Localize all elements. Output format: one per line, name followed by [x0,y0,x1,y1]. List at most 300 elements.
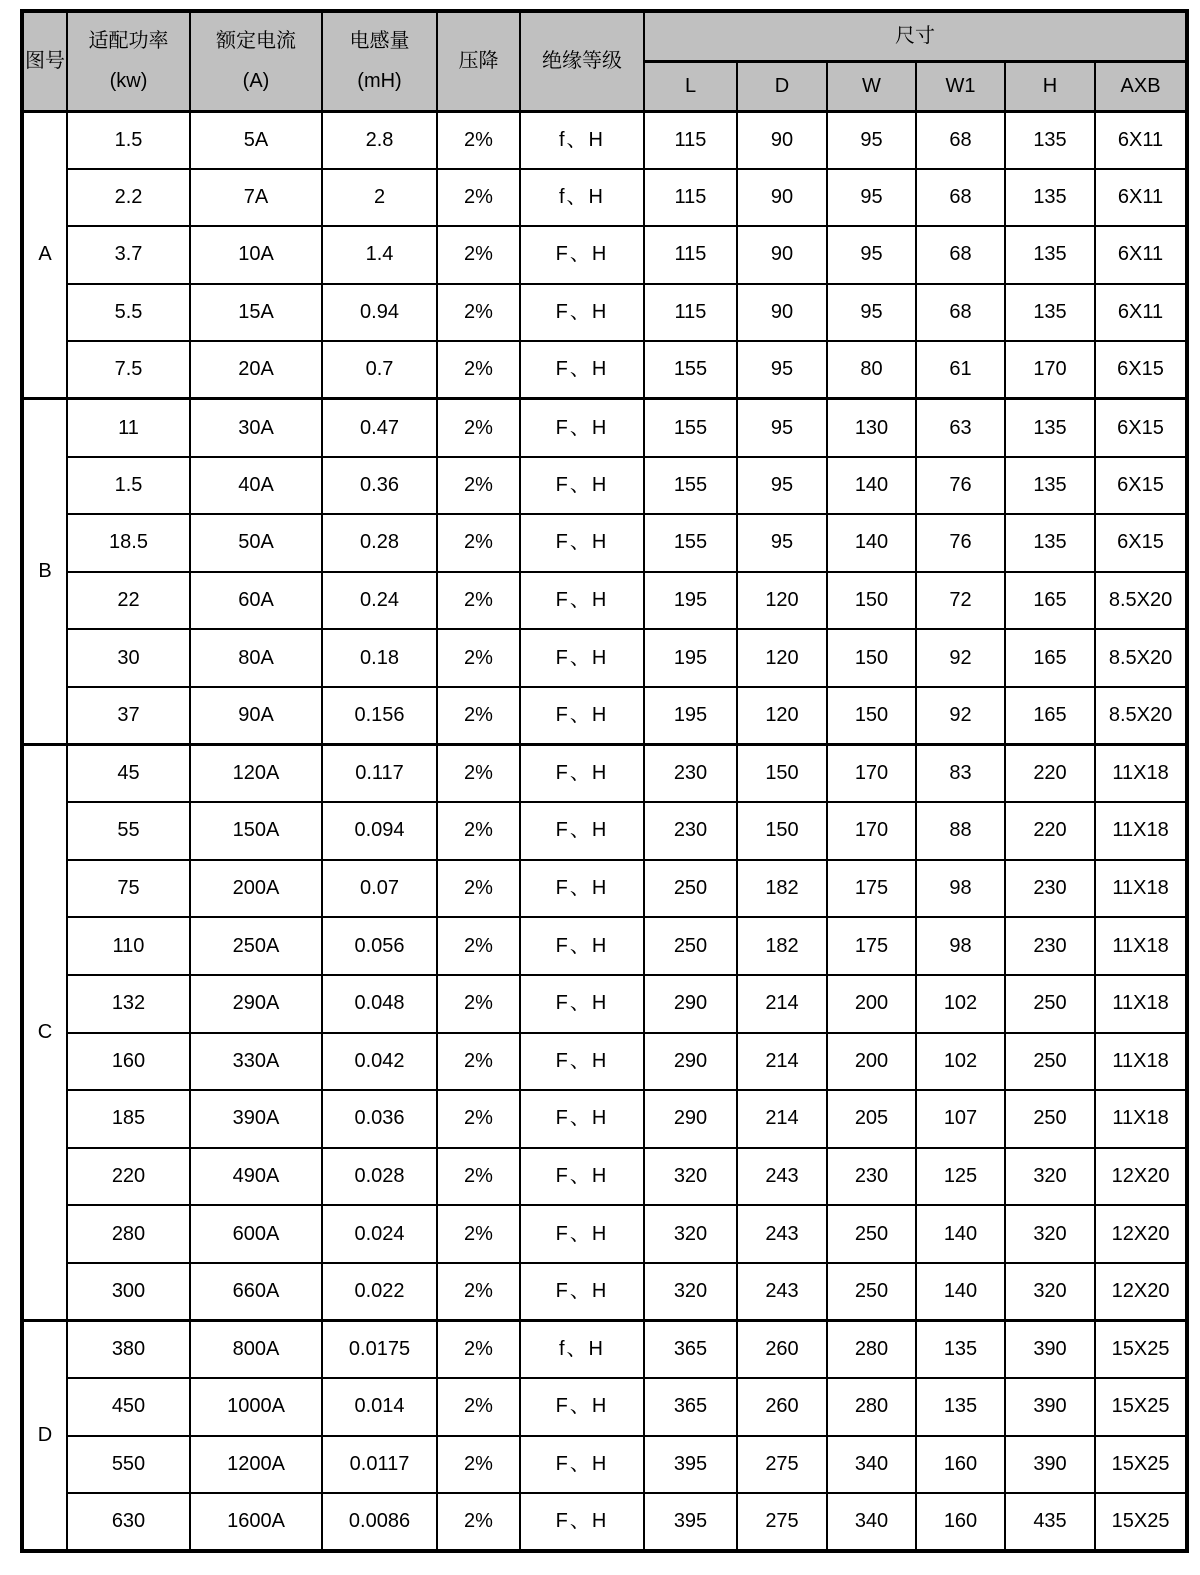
cell-dim-d: 214 [737,1090,827,1148]
cell-dim-w1: 68 [916,169,1005,227]
cell-power: 5.5 [67,284,190,342]
cell-power: 55 [67,802,190,860]
table-row [22,975,1187,1033]
cell-dim-h: 230 [1005,860,1095,918]
cell-current: 200A [190,860,322,918]
cell-inductance: 0.094 [322,802,437,860]
cell-power: 160 [67,1033,190,1091]
cell-drop: 2% [437,802,520,860]
cell-dim-w: 280 [827,1378,916,1436]
cell-drop: 2% [437,1090,520,1148]
cell-dim-l: 395 [644,1436,737,1494]
cell-dim-w1: 76 [916,457,1005,515]
cell-dim-l: 250 [644,860,737,918]
cell-dim-d: 90 [737,111,827,169]
cell-insulation: F、H [520,1436,644,1494]
cell-current: 5A [190,111,322,169]
cell-drop: 2% [437,975,520,1033]
header-adapted-power [67,11,190,111]
cell-dim-h: 170 [1005,341,1095,399]
cell-dim-h: 135 [1005,111,1095,169]
cell-insulation: F、H [520,226,644,284]
table-row [22,1378,1187,1436]
table-row [22,802,1187,860]
cell-drop: 2% [437,111,520,169]
table-row [22,341,1187,399]
cell-current: 390A [190,1090,322,1148]
cell-current: 250A [190,917,322,975]
cell-dim-w: 130 [827,399,916,457]
table-row [22,514,1187,572]
cell-insulation: F、H [520,1033,644,1091]
cell-dim-w: 175 [827,860,916,918]
cell-dim-w1: 92 [916,629,1005,687]
cell-power: 185 [67,1090,190,1148]
cell-dim-h: 135 [1005,399,1095,457]
table-row [22,399,1187,457]
cell-drop: 2% [437,284,520,342]
cell-insulation: F、H [520,1493,644,1551]
cell-dim-w1: 72 [916,572,1005,630]
cell-current: 660A [190,1263,322,1321]
cell-dim-w1: 140 [916,1205,1005,1263]
cell-dim-axb: 15X25 [1095,1493,1187,1551]
figure-group-label: A [22,111,67,399]
cell-drop: 2% [437,399,520,457]
table-row [22,745,1187,803]
table-row [22,917,1187,975]
cell-dim-d: 90 [737,226,827,284]
cell-inductance: 0.0086 [322,1493,437,1551]
header-inductance-unit: (mH) [357,70,402,93]
cell-insulation: F、H [520,1205,644,1263]
cell-drop: 2% [437,1320,520,1378]
cell-dim-axb: 11X18 [1095,1090,1187,1148]
cell-current: 1200A [190,1436,322,1494]
cell-dim-h: 135 [1005,514,1095,572]
header-dim-w: W [827,61,916,111]
cell-dim-d: 90 [737,284,827,342]
cell-drop: 2% [437,572,520,630]
table-row [22,1033,1187,1091]
cell-drop: 2% [437,1436,520,1494]
cell-power: 220 [67,1148,190,1206]
cell-power: 380 [67,1320,190,1378]
cell-dim-l: 115 [644,169,737,227]
cell-inductance: 0.0117 [322,1436,437,1494]
cell-dim-w: 150 [827,572,916,630]
cell-insulation: F、H [520,1263,644,1321]
figure-group-label: B [22,399,67,745]
cell-dim-w: 205 [827,1090,916,1148]
cell-dim-l: 290 [644,975,737,1033]
header-rated-current [190,11,322,111]
cell-dim-w1: 61 [916,341,1005,399]
cell-dim-l: 365 [644,1320,737,1378]
cell-dim-w1: 125 [916,1148,1005,1206]
cell-dim-w1: 98 [916,860,1005,918]
spec-table-body [22,111,1187,1551]
cell-dim-axb: 11X18 [1095,745,1187,803]
cell-dim-h: 220 [1005,802,1095,860]
cell-dim-h: 390 [1005,1378,1095,1436]
cell-dim-d: 275 [737,1493,827,1551]
cell-drop: 2% [437,514,520,572]
cell-dim-h: 230 [1005,917,1095,975]
cell-insulation: F、H [520,860,644,918]
cell-dim-d: 95 [737,457,827,515]
cell-drop: 2% [437,1205,520,1263]
cell-power: 7.5 [67,341,190,399]
cell-dim-w: 175 [827,917,916,975]
cell-inductance: 0.028 [322,1148,437,1206]
cell-dim-w: 150 [827,629,916,687]
cell-inductance: 0.156 [322,687,437,745]
cell-dim-l: 195 [644,629,737,687]
cell-dim-h: 165 [1005,572,1095,630]
cell-insulation: F、H [520,1148,644,1206]
cell-drop: 2% [437,1493,520,1551]
cell-insulation: F、H [520,1090,644,1148]
cell-current: 20A [190,341,322,399]
cell-dim-axb: 11X18 [1095,860,1187,918]
cell-inductance: 0.048 [322,975,437,1033]
cell-drop: 2% [437,341,520,399]
cell-drop: 2% [437,226,520,284]
cell-dim-h: 220 [1005,745,1095,803]
cell-inductance: 0.28 [322,514,437,572]
cell-power: 630 [67,1493,190,1551]
cell-dim-l: 365 [644,1378,737,1436]
cell-dim-h: 435 [1005,1493,1095,1551]
cell-dim-axb: 6X11 [1095,284,1187,342]
cell-dim-l: 115 [644,284,737,342]
cell-current: 10A [190,226,322,284]
cell-dim-w1: 98 [916,917,1005,975]
cell-dim-axb: 11X18 [1095,1033,1187,1091]
cell-power: 1.5 [67,111,190,169]
header-adapted-power-label: 适配功率 [88,30,169,53]
cell-drop: 2% [437,917,520,975]
cell-current: 1600A [190,1493,322,1551]
cell-inductance: 0.056 [322,917,437,975]
figure-group-label: D [22,1320,67,1550]
cell-dim-w: 280 [827,1320,916,1378]
cell-inductance: 0.36 [322,457,437,515]
cell-current: 1000A [190,1378,322,1436]
cell-dim-w: 95 [827,169,916,227]
cell-dim-d: 260 [737,1378,827,1436]
cell-dim-w1: 88 [916,802,1005,860]
cell-dim-l: 115 [644,111,737,169]
cell-dim-d: 150 [737,745,827,803]
cell-dim-h: 390 [1005,1320,1095,1378]
table-row [22,1263,1187,1321]
cell-dim-w: 200 [827,1033,916,1091]
cell-dim-l: 320 [644,1263,737,1321]
header-inductance [322,11,437,111]
cell-drop: 2% [437,457,520,515]
cell-current: 15A [190,284,322,342]
cell-dim-axb: 8.5X20 [1095,687,1187,745]
cell-inductance: 2 [322,169,437,227]
cell-insulation: F、H [520,802,644,860]
header-figure-number: 图号 [22,11,67,111]
cell-insulation: F、H [520,399,644,457]
cell-dim-w: 340 [827,1493,916,1551]
cell-dim-axb: 6X15 [1095,341,1187,399]
cell-inductance: 2.8 [322,111,437,169]
cell-dim-d: 275 [737,1436,827,1494]
cell-inductance: 0.042 [322,1033,437,1091]
cell-dim-d: 95 [737,341,827,399]
cell-dim-w: 140 [827,457,916,515]
cell-dim-w1: 68 [916,284,1005,342]
cell-dim-w: 95 [827,284,916,342]
cell-dim-l: 155 [644,399,737,457]
cell-insulation: f、H [520,111,644,169]
cell-current: 40A [190,457,322,515]
cell-power: 450 [67,1378,190,1436]
table-row [22,226,1187,284]
cell-current: 120A [190,745,322,803]
cell-drop: 2% [437,1033,520,1091]
table-row [22,169,1187,227]
cell-dim-axb: 15X25 [1095,1320,1187,1378]
cell-dim-axb: 12X20 [1095,1263,1187,1321]
cell-dim-l: 115 [644,226,737,284]
header-rated-current-unit: (A) [242,70,270,93]
cell-insulation: f、H [520,1320,644,1378]
cell-dim-d: 243 [737,1263,827,1321]
table-row [22,860,1187,918]
cell-dim-l: 395 [644,1493,737,1551]
figure-group-label: C [22,745,67,1321]
cell-inductance: 0.117 [322,745,437,803]
cell-power: 300 [67,1263,190,1321]
cell-dim-axb: 6X11 [1095,111,1187,169]
cell-dim-axb: 11X18 [1095,802,1187,860]
cell-dim-d: 90 [737,169,827,227]
cell-dim-h: 320 [1005,1205,1095,1263]
cell-inductance: 0.036 [322,1090,437,1148]
cell-drop: 2% [437,169,520,227]
cell-insulation: F、H [520,457,644,515]
cell-dim-l: 230 [644,802,737,860]
cell-dim-d: 182 [737,917,827,975]
cell-dim-w: 230 [827,1148,916,1206]
cell-dim-h: 165 [1005,629,1095,687]
cell-inductance: 0.024 [322,1205,437,1263]
cell-dim-axb: 6X15 [1095,514,1187,572]
cell-dim-l: 155 [644,514,737,572]
cell-dim-w1: 102 [916,1033,1005,1091]
header-dim-h: H [1005,61,1095,111]
cell-drop: 2% [437,1148,520,1206]
cell-dim-w1: 68 [916,111,1005,169]
cell-dim-axb: 8.5X20 [1095,572,1187,630]
cell-dim-l: 250 [644,917,737,975]
cell-insulation: F、H [520,629,644,687]
table-row [22,629,1187,687]
cell-dim-l: 320 [644,1148,737,1206]
cell-power: 110 [67,917,190,975]
cell-dim-axb: 11X18 [1095,975,1187,1033]
cell-dim-d: 120 [737,629,827,687]
cell-dim-w: 170 [827,745,916,803]
spec-table-container [20,9,1189,1553]
cell-insulation: F、H [520,572,644,630]
cell-inductance: 0.47 [322,399,437,457]
table-row [22,1090,1187,1148]
cell-insulation: f、H [520,169,644,227]
cell-dim-axb: 12X20 [1095,1205,1187,1263]
cell-insulation: F、H [520,687,644,745]
cell-dim-d: 214 [737,1033,827,1091]
cell-dim-w1: 63 [916,399,1005,457]
cell-dim-h: 390 [1005,1436,1095,1494]
cell-power: 550 [67,1436,190,1494]
cell-dim-d: 243 [737,1148,827,1206]
cell-inductance: 0.24 [322,572,437,630]
cell-power: 37 [67,687,190,745]
cell-inductance: 0.0175 [322,1320,437,1378]
cell-current: 600A [190,1205,322,1263]
cell-current: 80A [190,629,322,687]
header-inductance-label: 电感量 [349,30,410,53]
cell-power: 45 [67,745,190,803]
cell-power: 132 [67,975,190,1033]
cell-dim-w1: 140 [916,1263,1005,1321]
cell-dim-w: 250 [827,1263,916,1321]
cell-insulation: F、H [520,514,644,572]
cell-dim-w1: 76 [916,514,1005,572]
cell-dim-axb: 6X15 [1095,399,1187,457]
header-dim-l: L [644,61,737,111]
cell-current: 7A [190,169,322,227]
cell-dim-axb: 8.5X20 [1095,629,1187,687]
cell-dim-w: 95 [827,226,916,284]
cell-dim-axb: 15X25 [1095,1436,1187,1494]
cell-dim-w: 150 [827,687,916,745]
table-row [22,1493,1187,1551]
cell-drop: 2% [437,1263,520,1321]
table-row [22,1148,1187,1206]
cell-dim-l: 290 [644,1033,737,1091]
cell-current: 50A [190,514,322,572]
cell-dim-l: 290 [644,1090,737,1148]
cell-current: 150A [190,802,322,860]
cell-inductance: 0.014 [322,1378,437,1436]
cell-dim-h: 250 [1005,975,1095,1033]
cell-dim-d: 95 [737,514,827,572]
cell-dim-axb: 11X18 [1095,917,1187,975]
cell-current: 800A [190,1320,322,1378]
cell-inductance: 0.07 [322,860,437,918]
cell-inductance: 0.18 [322,629,437,687]
cell-drop: 2% [437,860,520,918]
cell-power: 280 [67,1205,190,1263]
cell-current: 30A [190,399,322,457]
cell-dim-h: 135 [1005,226,1095,284]
cell-dim-axb: 15X25 [1095,1378,1187,1436]
cell-dim-w: 80 [827,341,916,399]
cell-dim-w1: 160 [916,1493,1005,1551]
cell-dim-h: 135 [1005,284,1095,342]
cell-dim-h: 165 [1005,687,1095,745]
header-dim-axb: AXB [1095,61,1187,111]
reactor-spec-table [20,9,1189,1553]
header-insulation-class: 绝缘等级 [520,11,644,111]
cell-inductance: 0.94 [322,284,437,342]
cell-dim-w: 95 [827,111,916,169]
cell-dim-d: 120 [737,572,827,630]
cell-dim-axb: 6X11 [1095,169,1187,227]
cell-power: 3.7 [67,226,190,284]
cell-dim-h: 135 [1005,169,1095,227]
cell-dim-w1: 160 [916,1436,1005,1494]
cell-insulation: F、H [520,745,644,803]
cell-dim-l: 230 [644,745,737,803]
cell-dim-w: 170 [827,802,916,860]
cell-dim-d: 260 [737,1320,827,1378]
header-dim-w1: W1 [916,61,1005,111]
cell-dim-h: 250 [1005,1033,1095,1091]
cell-dim-l: 195 [644,687,737,745]
cell-power: 30 [67,629,190,687]
cell-inductance: 0.022 [322,1263,437,1321]
cell-power: 22 [67,572,190,630]
cell-dim-w1: 68 [916,226,1005,284]
cell-insulation: F、H [520,284,644,342]
cell-dim-d: 120 [737,687,827,745]
cell-power: 18.5 [67,514,190,572]
cell-dim-d: 95 [737,399,827,457]
cell-dim-l: 195 [644,572,737,630]
table-row [22,284,1187,342]
cell-current: 90A [190,687,322,745]
cell-power: 1.5 [67,457,190,515]
cell-drop: 2% [437,687,520,745]
cell-dim-axb: 6X11 [1095,226,1187,284]
cell-dim-w1: 107 [916,1090,1005,1148]
cell-dim-l: 155 [644,341,737,399]
cell-dim-w: 200 [827,975,916,1033]
cell-power: 75 [67,860,190,918]
cell-drop: 2% [437,629,520,687]
cell-dim-w1: 92 [916,687,1005,745]
cell-insulation: F、H [520,1378,644,1436]
cell-dim-d: 214 [737,975,827,1033]
cell-dim-w1: 83 [916,745,1005,803]
cell-dim-d: 150 [737,802,827,860]
cell-dim-axb: 6X15 [1095,457,1187,515]
cell-dim-w1: 135 [916,1320,1005,1378]
table-row [22,1436,1187,1494]
cell-dim-h: 320 [1005,1148,1095,1206]
cell-power: 11 [67,399,190,457]
cell-drop: 2% [437,745,520,803]
cell-dim-w: 140 [827,514,916,572]
table-row [22,111,1187,169]
cell-current: 330A [190,1033,322,1091]
cell-dim-w: 340 [827,1436,916,1494]
cell-insulation: F、H [520,917,644,975]
cell-current: 60A [190,572,322,630]
cell-insulation: F、H [520,975,644,1033]
table-row [22,572,1187,630]
table-row [22,1205,1187,1263]
